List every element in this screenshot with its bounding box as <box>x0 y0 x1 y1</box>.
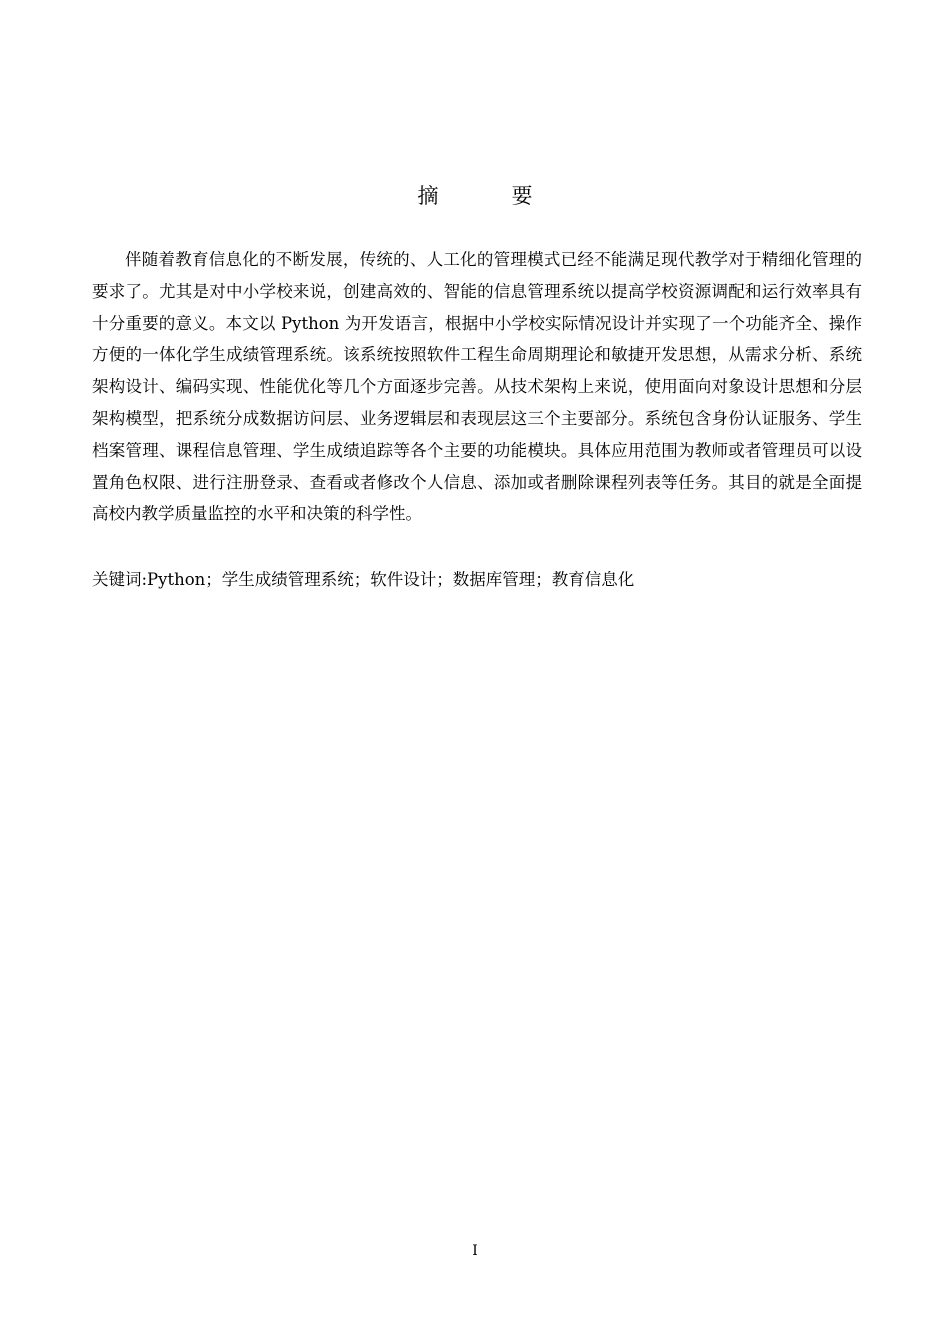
page-number: I <box>472 1243 478 1259</box>
keywords-line <box>92 564 862 596</box>
abstract-body: 伴随着教育信息化的不断发展，传统的、人工化的管理模式已经不能满足现代教学对于精细化管理的要求了。尤其是对中小学校来说，创建高效的、智能的信息管理系统以提高学校资源调配和运行效率具有十分重要的意义。本文以 Python 为开发语言，根据中小学校实际情况设计并实现了一个功能齐全、操作方便的一体化学生成绩管理系统。该系统按照软件工程生命周期理论和敏捷开发思想，从需求分析、系统架构设计、编码实现、性能优化等几个方面逐步完善。从技术架构上来说，使用面向对象设计思想和分层架构模型，把系统分成数据访问层、业务逻辑层和表现层这三个主要部分。系统包含身份认证服务、学生档案管理、课程信息管理、学生成绩追踪等各个主要的功能模块。具体应用范围为教师或者管理员可以设置角色权限、进行注册登录、查看或者修改个人信息、添加或者删除课程列表等任务。其目的就是全面提高校内教学质量监控的水平和决策的科学性。 <box>92 250 862 524</box>
abstract-title: 摘 要 <box>417 184 559 208</box>
keywords-text: :Python；学生成绩管理系统；软件设计；数据库管理；教育信息化 <box>141 570 635 589</box>
keywords-label: 关键词 <box>92 570 142 589</box>
